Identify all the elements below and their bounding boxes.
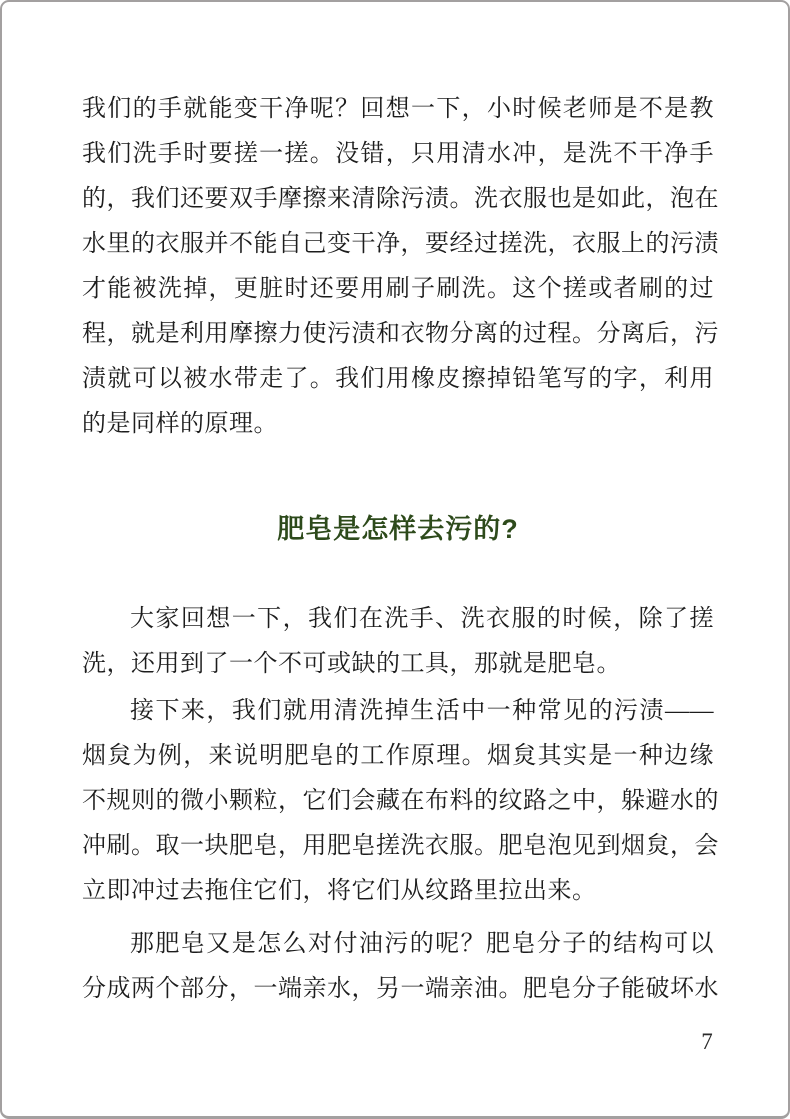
- paragraph: [82, 597, 714, 687]
- paragraph: [82, 87, 719, 447]
- paragraph: [82, 922, 719, 1012]
- text-line: 的，我们还要双手摩擦来清除污渍。洗衣服也是如此，泡在: [82, 186, 719, 212]
- text-line: 程，就是利用摩擦力使污渍和衣物分离的过程。分离后，污: [82, 321, 719, 347]
- text-line: 洗，还用到了一个不可或缺的工具，那就是肥皂。: [82, 651, 621, 677]
- text-line: 接下来，我们就用清洗掉生活中一种常见的污渍——: [130, 698, 714, 724]
- text-line: 水里的衣服并不能自己变干净，要经过搓洗，衣服上的污渍: [82, 231, 719, 257]
- text-line: 烟炱为例，来说明肥皂的工作原理。烟炱其实是一种边缘: [82, 743, 714, 769]
- section-heading: 肥皂是怎样去污的?: [277, 514, 519, 544]
- text-line: 立即冲过去拖住它们，将它们从纹路里拉出来。: [82, 878, 597, 904]
- paragraph: [82, 689, 719, 914]
- text-line: 分成两个部分，一端亲水，另一端亲油。肥皂分子能破坏水: [82, 976, 719, 1002]
- text-line: 不规则的微小颗粒，它们会藏在布料的纹路之中，躲避水的: [82, 788, 719, 814]
- text-line: 才能被洗掉，更脏时还要用刷子刷洗。这个搓或者刷的过: [82, 276, 714, 302]
- page-number: 7: [701, 1029, 713, 1054]
- text-line: 我们的手就能变干净呢？回想一下，小时候老师是不是教: [82, 96, 714, 122]
- text-line: 的是同样的原理。: [82, 411, 278, 437]
- text-line: 我们洗手时要搓一搓。没错，只用清水冲，是洗不干净手: [82, 141, 714, 167]
- text-line: 冲刷。取一块肥皂，用肥皂搓洗衣服。肥皂泡见到烟炱，会: [82, 833, 719, 859]
- text-line: 渍就可以被水带走了。我们用橡皮擦掉铅笔写的字，利用: [82, 366, 714, 392]
- text-line: 那肥皂又是怎么对付油污的呢？肥皂分子的结构可以: [130, 931, 714, 957]
- text-line: 大家回想一下，我们在洗手、洗衣服的时候，除了搓: [130, 606, 714, 632]
